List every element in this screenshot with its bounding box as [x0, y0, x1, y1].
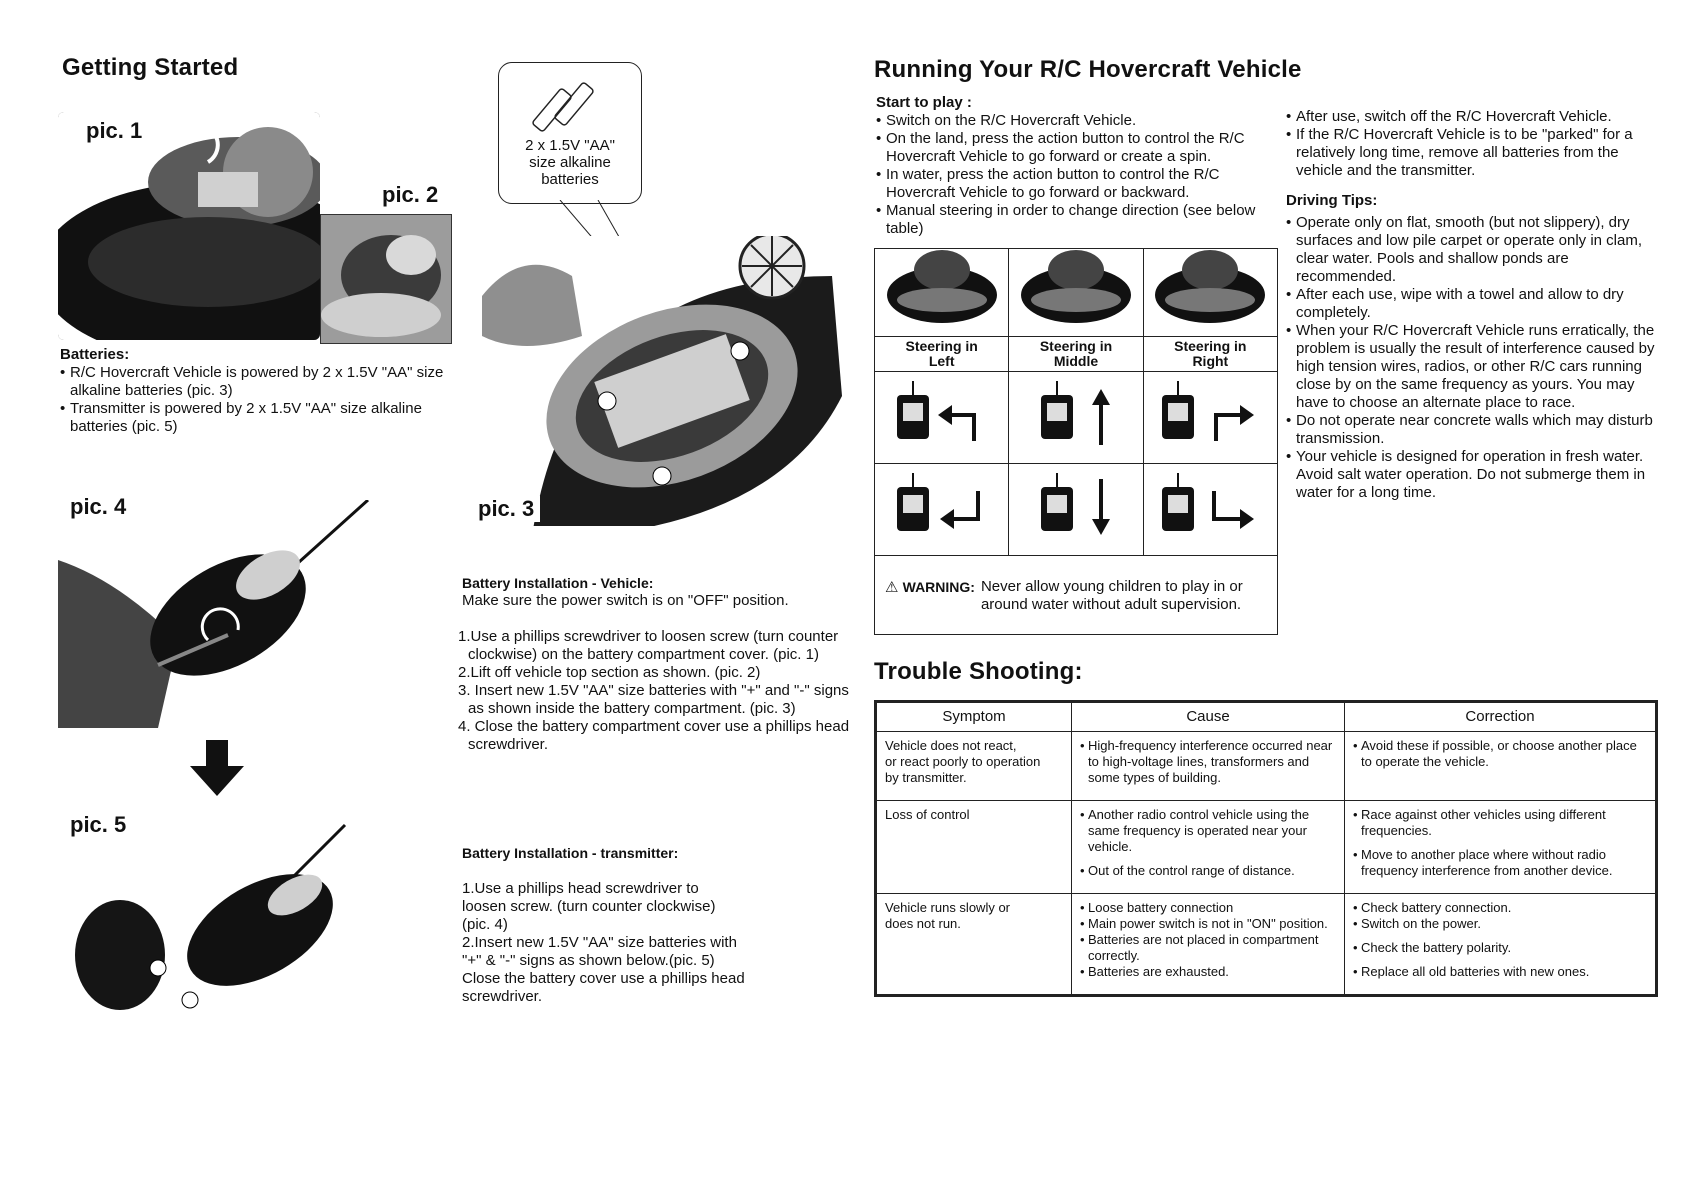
transmitter-icon	[897, 381, 929, 439]
steer-label-line: Left	[928, 353, 955, 369]
battery-callout	[498, 62, 642, 204]
trouble-title: Trouble Shooting:	[874, 658, 1083, 685]
vehicle-step-1: 1.Use a phillips screwdriver to loosen screw (turn counter clockwise) on the battery compartment cover. (pic. 1)	[458, 628, 839, 663]
symptom-line: Vehicle runs slowly or	[885, 900, 1010, 915]
cause-item: • Main power switch is not in "ON" position.	[1080, 916, 1336, 932]
running-title: Running Your R/C Hovercraft Vehicle	[874, 56, 1302, 83]
steer-label-line: Right	[1192, 353, 1229, 369]
cause-item: • Out of the control range of distance.	[1080, 863, 1336, 879]
pic5-photo	[70, 820, 360, 1020]
transmitter-line: "+" & "-" signs as shown below.(pic. 5)	[462, 952, 715, 969]
correction-item: • Avoid these if possible, or choose another place to operate the vehicle.	[1353, 738, 1647, 770]
trouble-table	[874, 700, 1658, 997]
symptom-line: by transmitter.	[885, 770, 967, 785]
steer-label-middle	[1009, 337, 1143, 372]
steer-back-right	[1143, 464, 1277, 556]
trouble-header-symptom: Symptom	[876, 702, 1072, 732]
transmitter-icon	[897, 473, 929, 531]
battery-callout-line1: 2 x 1.5V "AA"	[525, 137, 615, 154]
after-item: • After use, switch off the R/C Hovercraft Vehicle.	[1286, 108, 1658, 126]
steer-back-middle	[1009, 464, 1143, 556]
driving-tip: • Operate only on flat, smooth (but not slippery), dry surfaces and low pile carpet or operate only in clam, clear water. Pools and shallow ponds are recommended.	[1286, 214, 1658, 286]
warning-text: Never allow young children to play in or around water without adult supervision.	[980, 578, 1243, 613]
correction-cell	[1345, 801, 1657, 894]
pic5-label: pic. 5	[70, 812, 127, 837]
pic3-photo	[472, 236, 844, 526]
steer-photo-left	[875, 249, 1009, 337]
transmitter-icon	[1041, 381, 1073, 439]
transmitter-icon	[1041, 473, 1073, 531]
pic2-label: pic. 2	[382, 182, 439, 207]
batteries-item-vehicle: • R/C Hovercraft Vehicle is powered by 2 x 1.5V "AA" size alkaline batteries (pic. 3)	[60, 364, 460, 400]
getting-started-title: Getting Started	[62, 54, 239, 81]
transmitter-line: 2.Insert new 1.5V "AA" size batteries with	[462, 934, 737, 951]
batteries-heading: Batteries:	[60, 346, 130, 363]
start-item: • In water, press the action button to control the R/C Hovercraft Vehicle to go forward or backward.	[876, 166, 1276, 202]
turn-right-arrow-icon	[1216, 415, 1242, 441]
cause-item: • Batteries are not placed in compartment correctly.	[1080, 932, 1336, 964]
steer-photo-middle	[1009, 249, 1143, 337]
driving-tip: • When your R/C Hovercraft Vehicle runs erratically, the problem is usually the result of interference caused by high tension wires, radios, or other R/C cars running close by on the same frequency as yours. You may have to choose an alternate place to race.	[1286, 322, 1658, 412]
correction-item: • Move to another place where without radio frequency interference from another device.	[1353, 847, 1647, 879]
pic1-photo	[58, 112, 320, 340]
transmitter-icon	[1162, 473, 1194, 531]
cause-cell	[1072, 801, 1345, 894]
correction-item: • Check battery connection.	[1353, 900, 1647, 916]
steer-forward-left	[875, 372, 1009, 464]
symptom-line: Vehicle does not react,	[885, 738, 1017, 753]
correction-item: • Replace all old batteries with new ones.	[1353, 964, 1647, 980]
warning-box	[875, 556, 1278, 635]
cause-item: • Batteries are exhausted.	[1080, 964, 1336, 980]
vehicle-installation	[458, 574, 852, 754]
driving-tip: • Your vehicle is designed for operation in fresh water. Avoid salt water operation. Do not submerge them in water for a long time.	[1286, 448, 1658, 502]
cause-item: • High-frequency interference occurred near to high-voltage lines, transformers and some types of building.	[1080, 738, 1336, 786]
steer-label-line: Steering in	[1039, 338, 1113, 354]
start-item: • Switch on the R/C Hovercraft Vehicle.	[876, 112, 1276, 130]
cause-cell	[1072, 732, 1345, 801]
after-use	[1286, 108, 1658, 502]
table-row	[876, 801, 1657, 894]
aa-batteries-icon	[525, 67, 615, 137]
pic4-label: pic. 4	[70, 494, 127, 519]
arrow-down-icon	[188, 740, 246, 798]
start-item: • Manual steering in order to change direction (see below table)	[876, 202, 1276, 238]
pic1-label: pic. 1	[78, 118, 150, 144]
symptom-cell	[876, 801, 1072, 894]
table-row	[876, 732, 1657, 801]
reverse-left-arrow-icon	[954, 491, 978, 519]
symptom-line: Loss of control	[885, 807, 970, 822]
driving-tip: • After each use, wipe with a towel and allow to dry completely.	[1286, 286, 1658, 322]
symptom-cell	[876, 732, 1072, 801]
start-to-play	[876, 94, 1276, 238]
trouble-header-cause: Cause	[1072, 702, 1345, 732]
start-item: • On the land, press the action button to control the R/C Hovercraft Vehicle to go forward or create a spin.	[876, 130, 1276, 166]
cause-cell	[1072, 894, 1345, 996]
vehicle-installation-intro: Make sure the power switch is on "OFF" position.	[462, 592, 789, 609]
steer-forward-right	[1143, 372, 1277, 464]
correction-item: • Switch on the power.	[1353, 916, 1647, 932]
batteries-section	[60, 346, 460, 436]
transmitter-line: 1.Use a phillips head screwdriver to	[462, 880, 699, 897]
vehicle-installation-heading: Battery Installation - Vehicle:	[462, 575, 654, 591]
steer-label-right	[1143, 337, 1277, 372]
warning-triangle-icon: ⚠	[885, 579, 899, 596]
steer-label-line: Steering in	[1174, 338, 1247, 354]
transmitter-installation	[462, 844, 842, 1006]
pic3-label: pic. 3	[472, 496, 540, 522]
driving-tip: • Do not operate near concrete walls which may disturb transmission.	[1286, 412, 1658, 448]
after-item: • If the R/C Hovercraft Vehicle is to be "parked" for a relatively long time, remove all batteries from the vehicle and the transmitter.	[1286, 126, 1658, 180]
steer-forward-middle	[1009, 372, 1143, 464]
vehicle-step-2: 2.Lift off vehicle top section as shown. (pic. 2)	[458, 664, 761, 681]
warning-label	[885, 578, 975, 614]
correction-cell	[1345, 732, 1657, 801]
correction-item: • Race against other vehicles using different frequencies.	[1353, 807, 1647, 839]
steer-label-line: Middle	[1053, 353, 1099, 369]
symptom-line: or react poorly to operation	[885, 754, 1041, 769]
symptom-line: does not run.	[885, 916, 961, 931]
steer-back-left	[875, 464, 1009, 556]
transmitter-line: Close the battery cover use a phillips head	[462, 970, 745, 987]
battery-callout-line3: batteries	[541, 171, 599, 188]
transmitter-line: loosen screw. (turn counter clockwise)	[462, 898, 716, 915]
cause-item: • Another radio control vehicle using the same frequency is operated near your vehicle.	[1080, 807, 1336, 855]
start-heading: Start to play :	[876, 94, 972, 111]
steer-label-line: Steering in	[905, 338, 978, 354]
symptom-cell	[876, 894, 1072, 996]
trouble-header-correction: Correction	[1345, 702, 1657, 732]
batteries-item-transmitter: • Transmitter is powered by 2 x 1.5V "AA" size alkaline batteries (pic. 5)	[60, 400, 460, 436]
transmitter-icon	[1162, 381, 1194, 439]
steer-label-left	[875, 337, 1009, 372]
pic2-photo	[320, 214, 452, 344]
vehicle-step-3: 3. Insert new 1.5V "AA" size batteries with "+" and "-" signs as shown inside the battery compartment. (pic. 3)	[458, 682, 849, 717]
warning-label-text: WARNING:	[902, 579, 975, 595]
transmitter-line: screwdriver.	[462, 988, 543, 1005]
transmitter-installation-heading: Battery Installation - transmitter:	[462, 845, 679, 861]
steering-table	[874, 248, 1278, 635]
vehicle-step-4: 4. Close the battery compartment cover use a phillips head screwdriver.	[458, 718, 850, 753]
battery-callout-line2: size alkaline	[529, 154, 611, 171]
transmitter-line: (pic. 4)	[462, 916, 508, 933]
cause-item: • Loose battery connection	[1080, 900, 1336, 916]
steer-photo-right	[1143, 249, 1277, 337]
driving-tips-heading: Driving Tips:	[1286, 192, 1378, 209]
table-row	[876, 894, 1657, 996]
reverse-right-arrow-icon	[1214, 491, 1240, 519]
correction-item: • Check the battery polarity.	[1353, 940, 1647, 956]
turn-left-arrow-icon	[950, 415, 974, 441]
pic4-photo	[58, 500, 378, 728]
correction-cell	[1345, 894, 1657, 996]
